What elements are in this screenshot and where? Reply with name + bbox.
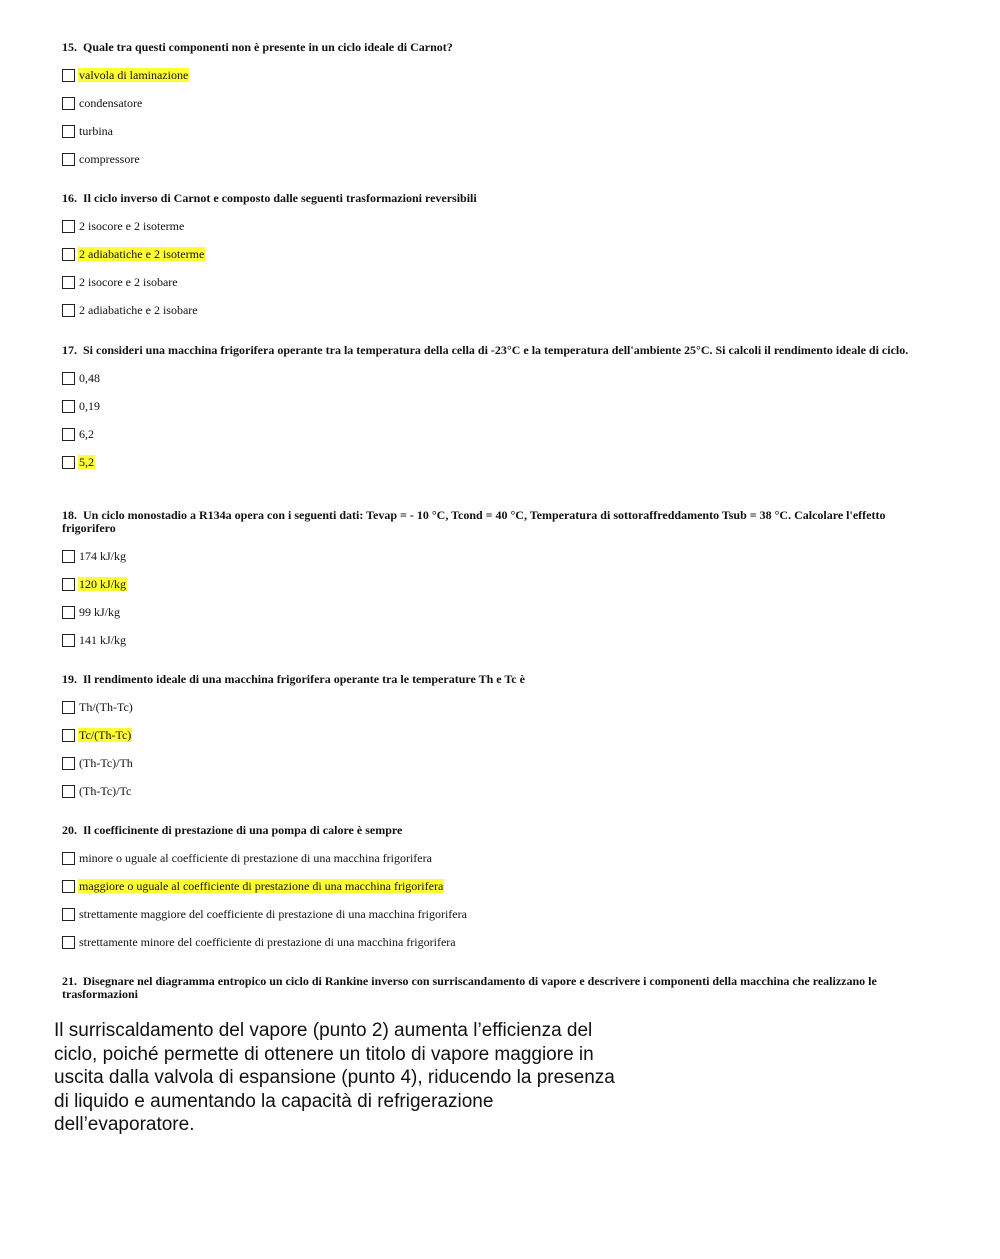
option-label: Th/(Th-Tc) [79, 700, 133, 714]
checkbox[interactable] [62, 125, 75, 138]
option[interactable] [62, 721, 942, 749]
option-label: valvola di laminazione [79, 68, 189, 82]
option[interactable] [62, 844, 942, 872]
option-label: 99 kJ/kg [79, 605, 121, 619]
question-15 [62, 41, 942, 173]
option[interactable] [62, 268, 942, 296]
checkbox[interactable] [62, 456, 75, 469]
answer-line: di liquido e aumentando la capacità di refrigerazione [54, 1090, 494, 1112]
checkbox[interactable] [62, 908, 75, 921]
option[interactable] [62, 777, 942, 805]
option-label: condensatore [79, 96, 143, 110]
option-label: 5,2 [79, 455, 94, 469]
option-label: compressore [79, 152, 140, 166]
option[interactable] [62, 420, 942, 448]
question-18 [62, 509, 942, 654]
answer-line: uscita dalla valvola di espansione (punto 4), riducendo la presenza [54, 1067, 615, 1089]
option[interactable] [62, 693, 942, 721]
question-text: 16. Il ciclo inverso di Carnot e composto dalle seguenti trasformazioni reversibili [62, 191, 477, 205]
option-label: turbina [79, 124, 113, 138]
option-label: maggiore o uguale al coefficiente di prestazione di una macchina frigorifera [79, 879, 444, 893]
option[interactable] [62, 364, 942, 392]
option-label: 2 adiabatiche e 2 isoterme [79, 247, 205, 261]
question-17 [62, 344, 942, 476]
question-text: 17. Si consideri una macchina frigorifera operante tra la temperatura della cella di -23°C e la temperatura dell'ambiente 25°C. Si calcoli il rendimento ideale di ciclo. [62, 343, 909, 357]
checkbox[interactable] [62, 400, 75, 413]
option-label: 2 isocore e 2 isobare [79, 275, 178, 289]
answer-text [54, 1019, 674, 1137]
checkbox[interactable] [62, 220, 75, 233]
option-label: minore o uguale al coefficiente di prestazione di una macchina frigorifera [79, 851, 432, 865]
option[interactable] [62, 392, 942, 420]
option-label: strettamente maggiore del coefficiente di prestazione di una macchina frigorifera [79, 907, 467, 921]
question-21 [62, 975, 942, 1001]
question-text: 15. Quale tra questi componenti non è presente in un ciclo ideale di Carnot? [62, 40, 453, 54]
question-20 [62, 824, 942, 956]
checkbox[interactable] [62, 97, 75, 110]
checkbox[interactable] [62, 276, 75, 289]
checkbox[interactable] [62, 936, 75, 949]
option-label: strettamente minore del coefficiente di prestazione di una macchina frigorifera [79, 935, 456, 949]
checkbox[interactable] [62, 757, 75, 770]
option[interactable] [62, 89, 942, 117]
option[interactable] [62, 749, 942, 777]
option[interactable] [62, 626, 942, 654]
checkbox[interactable] [62, 428, 75, 441]
option-label: 0,48 [79, 371, 100, 385]
checkbox[interactable] [62, 578, 75, 591]
question-text: 18. Un ciclo monostadio a R134a opera con i seguenti dati: Tevap = - 10 °C, Tcond = 40 °C, Temperatura di sottoraffreddamento Tsub = 38 °C. Calcolare l'effetto frigorifero [62, 508, 886, 535]
option-label: 0,19 [79, 399, 100, 413]
checkbox[interactable] [62, 785, 75, 798]
option-label: 174 kJ/kg [79, 549, 127, 563]
checkbox[interactable] [62, 606, 75, 619]
checkbox[interactable] [62, 550, 75, 563]
checkbox[interactable] [62, 729, 75, 742]
checkbox[interactable] [62, 248, 75, 261]
answer-line: ciclo, poiché permette di ottenere un titolo di vapore maggiore in [54, 1043, 594, 1065]
option[interactable] [62, 928, 942, 956]
checkbox[interactable] [62, 153, 75, 166]
option[interactable] [62, 448, 942, 476]
option-label: 120 kJ/kg [79, 577, 127, 591]
option[interactable] [62, 117, 942, 145]
option[interactable] [62, 542, 942, 570]
answer-line: Il surriscaldamento del vapore (punto 2) aumenta l’efficienza del [54, 1020, 593, 1041]
option[interactable] [62, 240, 942, 268]
option[interactable] [62, 900, 942, 928]
question-text: 20. Il coefficinente di prestazione di una pompa di calore è sempre [62, 823, 403, 837]
option[interactable] [62, 145, 942, 173]
answer-line: dell’evaporatore. [54, 1114, 195, 1136]
question-19 [62, 673, 942, 805]
option-label: 141 kJ/kg [79, 633, 127, 647]
option-label: 6,2 [79, 427, 94, 441]
option-label: (Th-Tc)/Th [79, 756, 133, 770]
question-text: 19. Il rendimento ideale di una macchina frigorifera operante tra le temperature Th e Tc è [62, 672, 525, 686]
option[interactable] [62, 598, 942, 626]
option[interactable] [62, 570, 942, 598]
checkbox[interactable] [62, 634, 75, 647]
checkbox[interactable] [62, 880, 75, 893]
option-label: 2 isocore e 2 isoterme [79, 219, 185, 233]
question-16 [62, 192, 942, 324]
option[interactable] [62, 212, 942, 240]
option-label: (Th-Tc)/Tc [79, 784, 132, 798]
checkbox[interactable] [62, 372, 75, 385]
checkbox[interactable] [62, 852, 75, 865]
question-text: 21. Disegnare nel diagramma entropico un ciclo di Rankine inverso con surriscandamento di vapore e descrivere i componenti della macchina che realizzano le trasformazioni [62, 974, 877, 1001]
option-label: Tc/(Th-Tc) [79, 728, 132, 742]
checkbox[interactable] [62, 69, 75, 82]
option[interactable] [62, 872, 942, 900]
option-label: 2 adiabatiche e 2 isobare [79, 303, 198, 317]
option[interactable] [62, 296, 942, 324]
checkbox[interactable] [62, 701, 75, 714]
checkbox[interactable] [62, 304, 75, 317]
option[interactable] [62, 61, 942, 89]
